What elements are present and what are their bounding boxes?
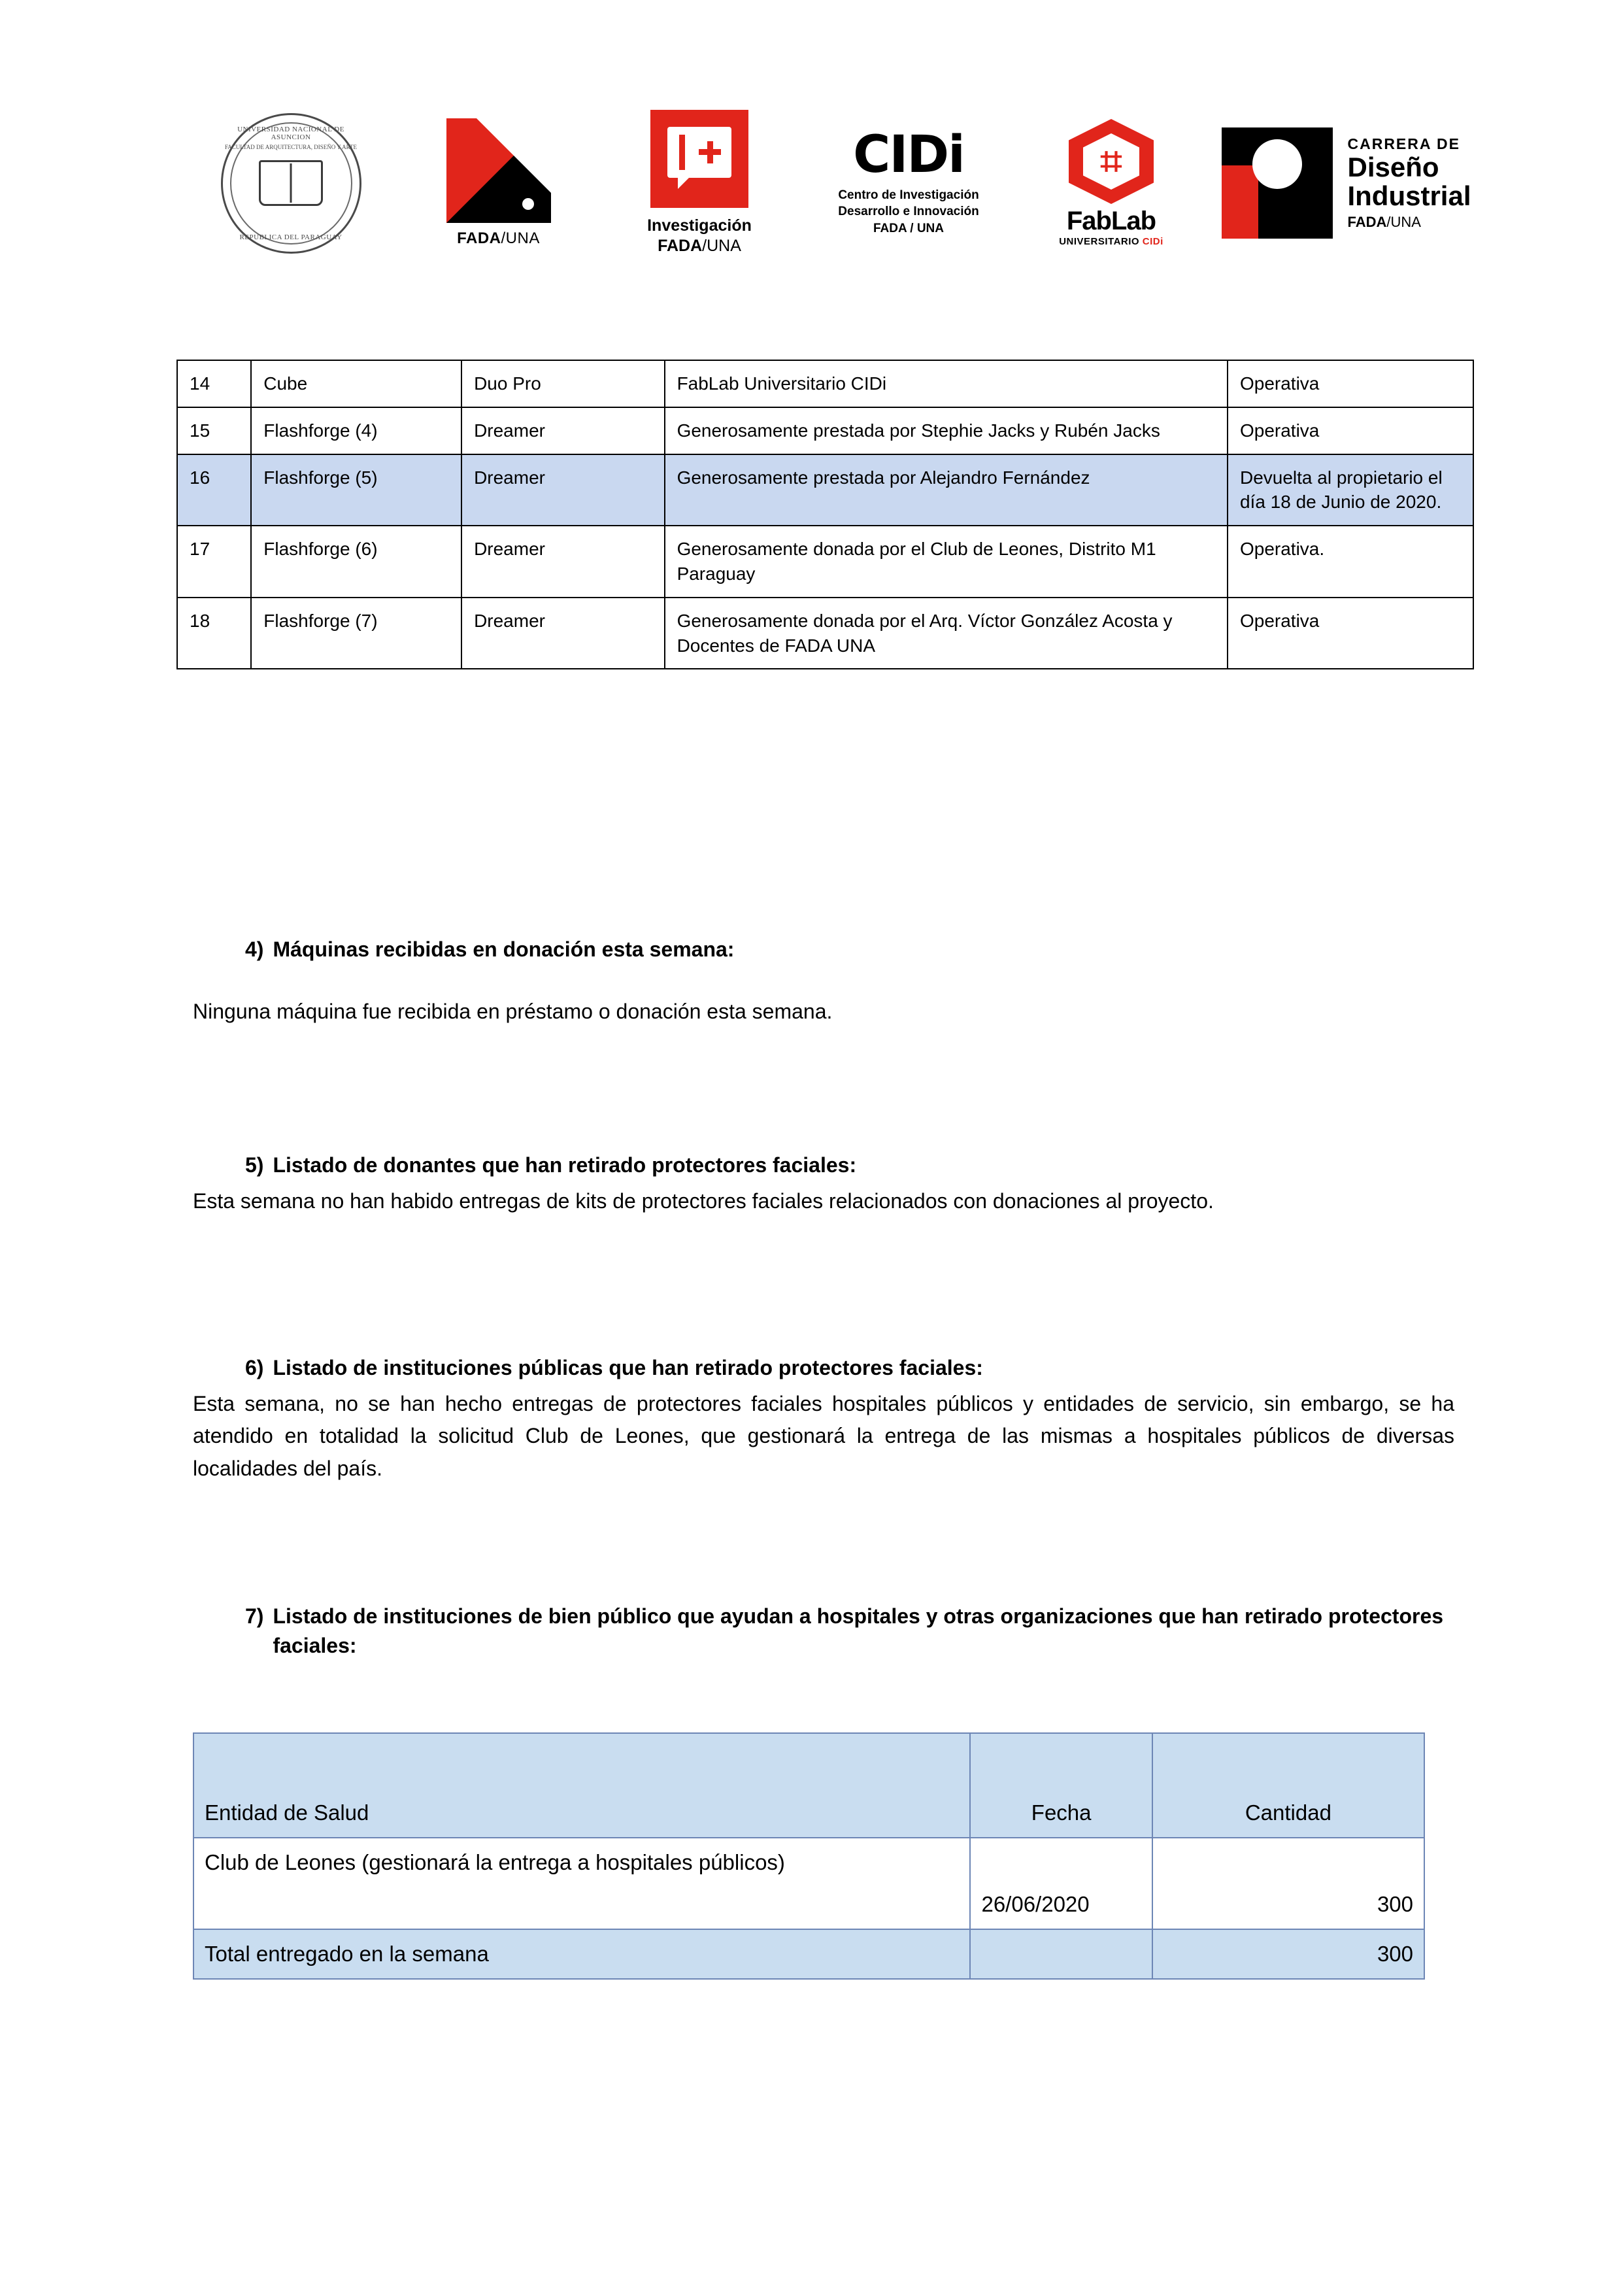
logo-investigacion (598, 110, 801, 257)
investigacion-caption (647, 216, 752, 257)
section-4-title: Máquinas recibidas en donación esta semana: (273, 937, 735, 961)
section-6-number: 6) (245, 1356, 264, 1379)
una-seal-bottom-text: REPUBLICA DEL PARAGUAY (239, 233, 343, 241)
table-row (193, 1838, 1424, 1929)
machine-description: Generosamente donada por el Club de Leones, Distrito M1 Paraguay (665, 526, 1228, 598)
machine-state: Operativa (1228, 598, 1473, 669)
table-row (177, 407, 1473, 454)
table-row (177, 598, 1473, 669)
machine-description: FabLab Universitario CIDi (665, 360, 1228, 407)
machine-num: 16 (177, 454, 251, 526)
section-5 (193, 1151, 1454, 1217)
fablab-sub-red: CIDi (1142, 236, 1163, 247)
table-total-row (193, 1929, 1424, 1979)
fada-dot-icon (522, 198, 534, 210)
fada-caption-bold: FADA (457, 229, 501, 247)
carrera-mark-icon (1222, 127, 1333, 239)
machine-model: Dreamer (461, 407, 665, 454)
machine-state: Operativa (1228, 360, 1473, 407)
cidi-wordmark: CIDi (853, 125, 964, 184)
cidi-sub-line2: Desarrollo e Innovación (838, 205, 979, 219)
cidi-sub-line1: Centro de Investigación (838, 188, 979, 202)
carrera-big-line2: Industrial (1347, 180, 1471, 211)
carrera-tiny-bold: FADA (1347, 214, 1387, 231)
machine-brand: Flashforge (5) (251, 454, 461, 526)
letter-i-icon (679, 135, 685, 170)
section-4-heading (245, 935, 1454, 964)
cidi-subtitle (838, 187, 979, 237)
machine-description: Generosamente prestada por Stephie Jacks y Rubén Jacks (665, 407, 1228, 454)
section-7-heading (245, 1602, 1454, 1661)
carrera-text (1347, 135, 1471, 231)
machine-brand: Flashforge (7) (251, 598, 461, 669)
carrera-red-block-icon (1222, 165, 1258, 239)
logo-una-seal (183, 113, 399, 254)
entidad-fecha: 26/06/2020 (970, 1838, 1152, 1929)
section-5-body: Esta semana no han habido entregas de kits de protectores faciales relacionados con donaciones al proyecto. (193, 1189, 1214, 1213)
entidad-cantidad: 300 (1152, 1838, 1424, 1929)
machine-brand: Flashforge (6) (251, 526, 461, 598)
machine-description: Generosamente prestada por Alejandro Fernández (665, 454, 1228, 526)
carrera-small-label: CARRERA DE (1347, 135, 1460, 152)
machine-brand: Flashforge (4) (251, 407, 461, 454)
machine-brand: Cube (251, 360, 461, 407)
investigacion-mark-icon (650, 110, 748, 208)
table-row-highlighted (177, 454, 1473, 526)
logo-fada-una (399, 118, 598, 248)
machine-num: 14 (177, 360, 251, 407)
una-seal-icon (221, 113, 361, 254)
fada-white-slash-icon (477, 118, 551, 193)
machine-num: 18 (177, 598, 251, 669)
header-entidad: Entidad de Salud (193, 1733, 970, 1838)
una-seal-mid-text: FACULTAD DE ARQUITECTURA, DISEÑO Y ARTE (224, 143, 358, 150)
section-5-number: 5) (245, 1153, 264, 1177)
fablab-glyph-icon: ⌗ (1100, 140, 1122, 182)
logo-carrera-diseno-industrial (1206, 127, 1487, 239)
header-fecha: Fecha (970, 1733, 1152, 1838)
fablab-wordmark: FabLab (1066, 207, 1156, 235)
fablab-subtitle (1059, 236, 1163, 247)
carrera-tiny-label (1347, 214, 1471, 231)
section-6-body: Esta semana, no se han hecho entregas de protectores faciales hospitales públicos y entidades de servicio, sin embargo, se ha atendido en totalidad la solicitud Club de Leones, que gestionará la entrega de las mismas a hospitales públicos de diversas localidades del país. (193, 1391, 1454, 1480)
total-fecha (970, 1929, 1152, 1979)
carrera-wrap (1222, 127, 1471, 239)
fada-mark-icon (446, 118, 551, 223)
section-4-body: Ninguna máquina fue recibida en préstamo o donación esta semana. (193, 999, 833, 1023)
machine-state: Operativa (1228, 407, 1473, 454)
table-row (177, 360, 1473, 407)
machine-description: Generosamente donada por el Arq. Víctor González Acosta y Docentes de FADA UNA (665, 598, 1228, 669)
carrera-tiny-thin: /UNA (1386, 214, 1421, 231)
section-4-number: 4) (245, 937, 264, 961)
machine-num: 15 (177, 407, 251, 454)
fada-caption-thin: /UNA (501, 229, 540, 247)
machine-model: Dreamer (461, 526, 665, 598)
machine-state: Operativa. (1228, 526, 1473, 598)
entidad-name: Club de Leones (gestionará la entrega a hospitales públicos) (193, 1838, 970, 1929)
section-6-title: Listado de instituciones públicas que han retirado protectores faciales: (273, 1356, 983, 1379)
carrera-big-line1: Diseño (1347, 151, 1439, 182)
machine-model: Duo Pro (461, 360, 665, 407)
plus-icon-v (707, 141, 713, 163)
logo-cidi (801, 125, 1016, 237)
section-5-heading (245, 1151, 1454, 1180)
carrera-circle-icon (1252, 139, 1302, 189)
fada-caption (457, 229, 540, 248)
section-7-number: 7) (245, 1604, 264, 1628)
table-header-row (193, 1733, 1424, 1838)
section-6-heading (245, 1353, 1454, 1383)
logo-fablab (1016, 119, 1206, 247)
header-cantidad: Cantidad (1152, 1733, 1424, 1838)
machine-model: Dreamer (461, 598, 665, 669)
section-7-title: Listado de instituciones de bien público que ayudan a hospitales y otras organizaciones que han retirado protectores faciales: (273, 1604, 1444, 1657)
total-cantidad: 300 (1152, 1929, 1424, 1979)
total-label: Total entregado en la semana (193, 1929, 970, 1979)
machine-model: Dreamer (461, 454, 665, 526)
machines-table (176, 360, 1474, 669)
section-6 (193, 1353, 1454, 1485)
machine-state: Devuelta al propietario el día 18 de Junio de 2020. (1228, 454, 1473, 526)
una-seal-top-text: UNIVERSIDAD NACIONAL DE ASUNCION (237, 125, 344, 141)
cidi-sub-line3: FADA / UNA (873, 221, 945, 235)
investigacion-caption-line1: Investigación (647, 216, 752, 235)
section-7 (193, 1602, 1454, 1661)
section-4 (193, 935, 1454, 1028)
entidades-table (193, 1732, 1425, 1980)
header-logo-bar (183, 98, 1510, 268)
section-5-title: Listado de donantes que han retirado protectores faciales: (273, 1153, 857, 1177)
book-icon (259, 160, 323, 206)
investigacion-caption-thin: /UNA (702, 237, 741, 255)
investigacion-caption-bold: FADA (658, 237, 703, 255)
fablab-sub-plain: UNIVERSITARIO (1059, 236, 1143, 247)
machine-num: 17 (177, 526, 251, 598)
fablab-cube-icon (1069, 119, 1154, 204)
table-row (177, 526, 1473, 598)
